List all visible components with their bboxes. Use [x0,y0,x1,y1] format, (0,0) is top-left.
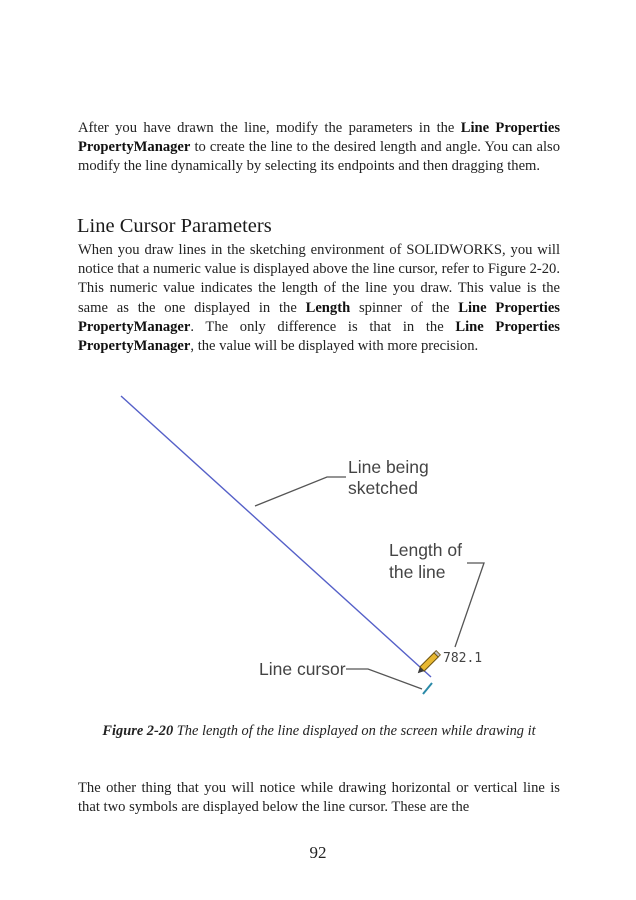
length-value: 782.1 [443,651,483,666]
label-line-being-sketched-1: Line being [348,457,429,477]
paragraph-intro: After you have drawn the line, modify the parameters in the Line Properties PropertyManager to create the line to the desired length and angle. You can also modify the line dynamically by selecting its endpoints and then dragging them. [78,120,561,175]
pencil-cursor-icon [416,651,441,676]
leader-line-cursor [346,669,422,689]
figure-line-cursor [100,385,520,705]
page-number: 92 [309,843,327,862]
figure-caption [78,722,560,741]
paragraph-symbols: The other thing that you will notice while drawing horizontal or vertical line is that two symbols are displayed below the line cursor. These are the [78,780,560,816]
sketched-line [121,396,431,677]
bold-term: Line Properties PropertyManager [78,299,560,335]
leader-line-being-sketched [255,477,346,506]
leader-length-of-line [455,563,484,647]
bold-term: Line Properties PropertyManager [78,120,561,156]
cursor-tick-mark [423,683,432,694]
caption-label: Figure 2-20 [102,723,174,739]
label-line-cursor: Line cursor [259,659,346,679]
bold-term: Length [305,299,351,316]
paragraph-line-cursor: When you draw lines in the sketching environment of SOLIDWORKS, you will notice that a numeric value is displayed above the line cursor, refer to Figure 2-20. This numeric value indicates the length of the line you draw. This value is the same as the one displayed in the Length spinner of the Line Properties PropertyManager. The only difference is that in the Line Properties PropertyManager, the value will be displayed with more precision. [78,242,560,355]
section-heading: Line Cursor Parameters [77,215,272,237]
label-length-of-line-1: Length of [389,540,462,560]
label-length-of-line-2: the line [389,562,446,582]
label-line-being-sketched-2: sketched [348,478,419,498]
caption-text: The length of the line displayed on the screen while drawing it [173,723,536,739]
bold-term: Line Properties PropertyManager [78,318,560,355]
